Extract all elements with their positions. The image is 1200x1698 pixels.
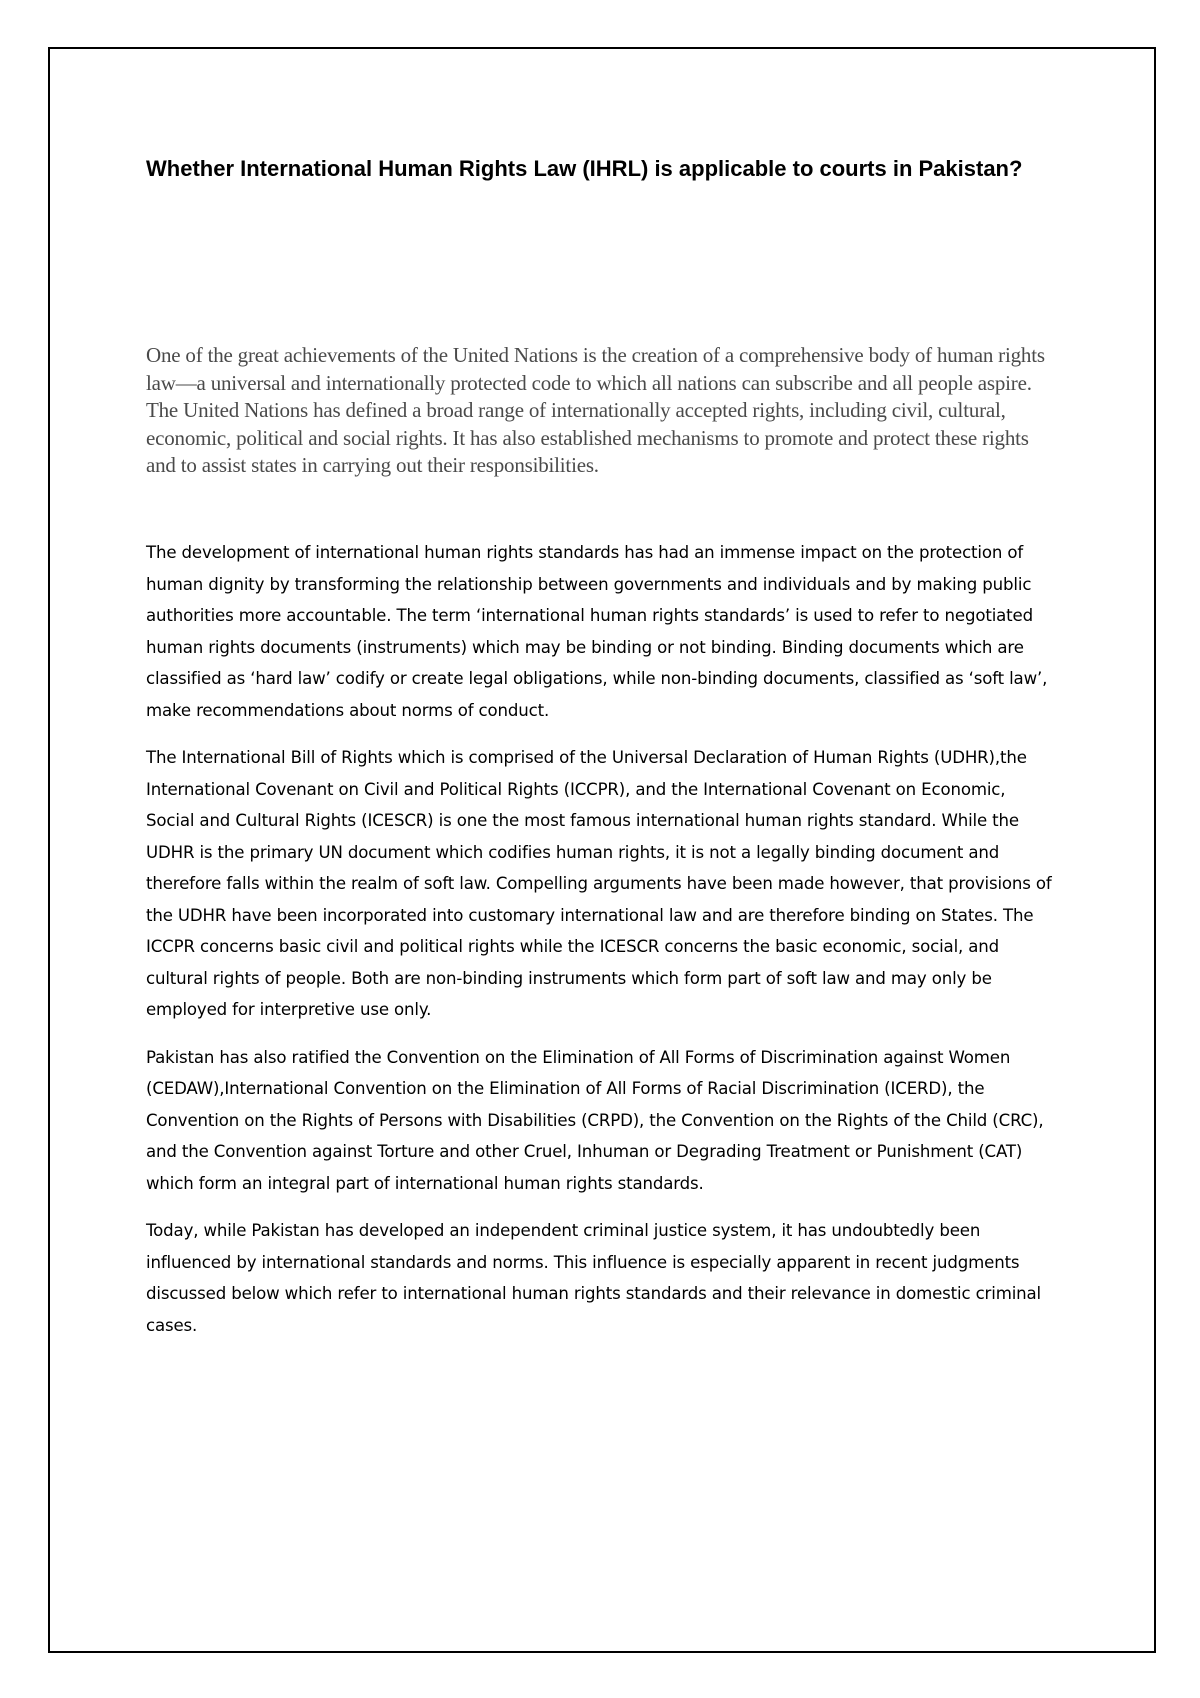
intro-paragraph: One of the great achievements of the United Nations is the creation of a comprehensive body of human rights law—a universal and internationally protected code to which all nations can subscribe and all people aspire. The United Nations has defined a broad range of internationally accepted rights, including civil, cultural, economic, political and social rights. It has also established mechanisms to promote and protect these rights and to assist states in carrying out their responsibilities.	[146, 343, 1045, 477]
body-paragraph: Pakistan has also ratified the Convention on the Elimination of All Forms of Discrimination against Women (CEDAW),International Convention on the Elimination of All Forms of Racial Discrimination (ICERD), the Convention on the Rights of Persons with Disabilities (CRPD), the Convention on the Rights of the Child (CRC), and the Convention against Torture and other Cruel, Inhuman or Degrading Treatment or Punishment (CAT) which form an integral part of international human rights standards.	[146, 1047, 1044, 1193]
body-paragraph: Today, while Pakistan has developed an independent criminal justice system, it has undoubtedly been influenced by international standards and norms. This influence is especially apparent in recent judgments discussed below which refer to international human rights standards and their relevance in domestic criminal cases.	[146, 1221, 1042, 1335]
document-content	[146, 140, 1058, 1335]
body-text	[146, 537, 1058, 1357]
body-paragraph: The development of international human rights standards has had an immense impact on the protection of human dignity by transforming the relationship between governments and individuals and by making public authorities more accountable. The term ‘international human rights standards’ is used to refer to negotiated human rights documents (instruments) which may be binding or not binding. Binding documents which are classified as ‘hard law’ codify or create legal obligations, while non-binding documents, classified as ‘soft law’, make recommendations about norms of conduct.	[146, 543, 1048, 720]
document-title: Whether International Human Rights Law (IHRL) is applicable to courts in Pakistan?	[146, 156, 1023, 181]
body-paragraph: The International Bill of Rights which is comprised of the Universal Declaration of Human Rights (UDHR),the International Covenant on Civil and Political Rights (ICCPR), and the International Covenant on Economic, Social and Cultural Rights (ICESCR) is one the most famous international human rights standard. While the UDHR is the primary UN document which codifies human rights, it is not a legally binding document and therefore falls within the realm of soft law. Compelling arguments have been made however, that provisions of the UDHR have been incorporated into customary international law and are therefore binding on States. The ICCPR concerns basic civil and political rights while the ICESCR concerns the basic economic, social, and cultural rights of people. Both are non-binding instruments which form part of soft law and may only be employed for interpretive use only.	[146, 748, 1052, 1019]
